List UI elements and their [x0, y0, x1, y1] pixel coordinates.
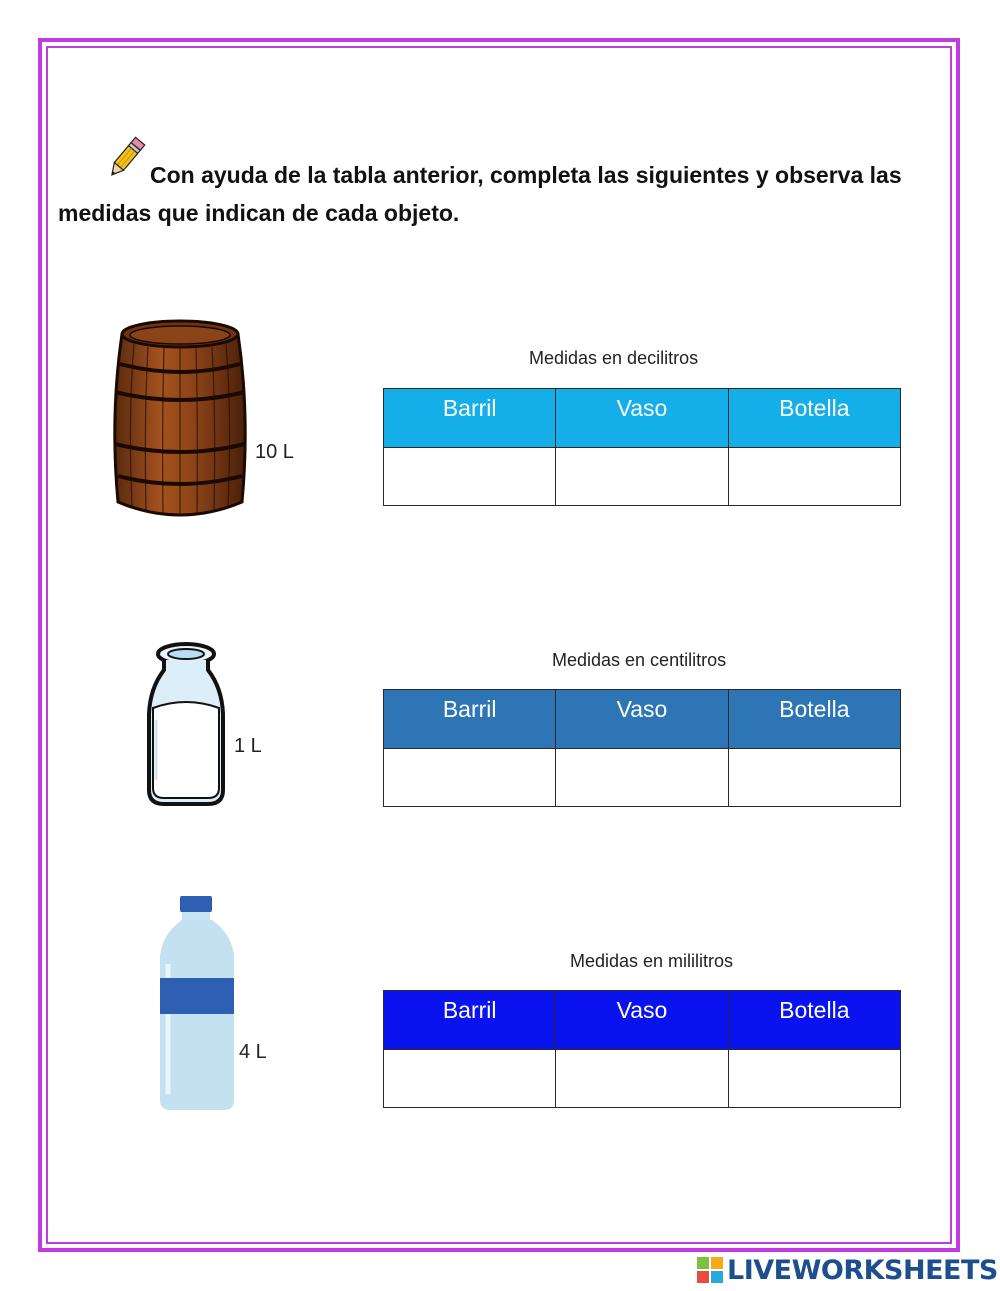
answer-cell [556, 1050, 728, 1108]
header-barril: Barril [384, 690, 556, 749]
answer-vaso-centilitros[interactable] [556, 749, 727, 806]
header-botella: Botella [728, 690, 900, 749]
answer-barril-mililitros[interactable] [384, 1050, 555, 1107]
answer-botella-centilitros[interactable] [729, 749, 900, 806]
instruction-indent [58, 173, 150, 183]
header-vaso: Vaso [556, 991, 728, 1050]
table-decilitros [383, 388, 901, 506]
caption-decilitros: Medidas en decilitros [529, 348, 699, 368]
answer-vaso-decilitros[interactable] [556, 448, 727, 505]
answer-barril-decilitros[interactable] [384, 448, 555, 505]
caption-centilitros: Medidas en centilitros [552, 650, 727, 670]
answer-cell [556, 448, 728, 506]
answer-barril-centilitros[interactable] [384, 749, 555, 806]
header-botella: Botella [728, 991, 900, 1050]
header-barril: Barril [384, 991, 556, 1050]
barrel-image [108, 316, 252, 520]
instruction-label: Con ayuda de la tabla anterior, completa las siguientes y observa las medidas que indican de cada objeto. [58, 162, 902, 226]
table-header-row [384, 389, 901, 448]
answer-cell [728, 448, 900, 506]
header-barril: Barril [384, 389, 556, 448]
liveworksheets-brand: LIVEWORKSHEETS [727, 1254, 998, 1286]
table-header-row [384, 991, 901, 1050]
liveworksheets-logo [697, 1254, 998, 1286]
answer-cell [384, 749, 556, 807]
answer-botella-mililitros[interactable] [729, 1050, 900, 1107]
answer-botella-decilitros[interactable] [729, 448, 900, 505]
answer-cell [384, 448, 556, 506]
table-centilitros [383, 689, 901, 807]
answer-vaso-mililitros[interactable] [556, 1050, 727, 1107]
answer-cell [556, 749, 728, 807]
water-bottle-image [156, 894, 238, 1114]
instruction-text [58, 156, 948, 232]
table-answer-row [384, 1050, 901, 1108]
liveworksheets-logo-icon [697, 1257, 723, 1283]
caption-mililitros: Medidas en mililitros [570, 951, 734, 971]
table-answer-row [384, 448, 901, 506]
answer-cell [728, 749, 900, 807]
header-vaso: Vaso [556, 389, 728, 448]
table-header-row [384, 690, 901, 749]
answer-cell [384, 1050, 556, 1108]
table-answer-row [384, 749, 901, 807]
answer-cell [728, 1050, 900, 1108]
milk-bottle-volume: 1 L [234, 735, 262, 757]
water-bottle-volume: 4 L [239, 1041, 267, 1063]
milk-bottle-image [144, 640, 228, 808]
table-mililitros [383, 990, 901, 1108]
barrel-volume: 10 L [255, 441, 294, 463]
header-vaso: Vaso [556, 690, 728, 749]
header-botella: Botella [728, 389, 900, 448]
